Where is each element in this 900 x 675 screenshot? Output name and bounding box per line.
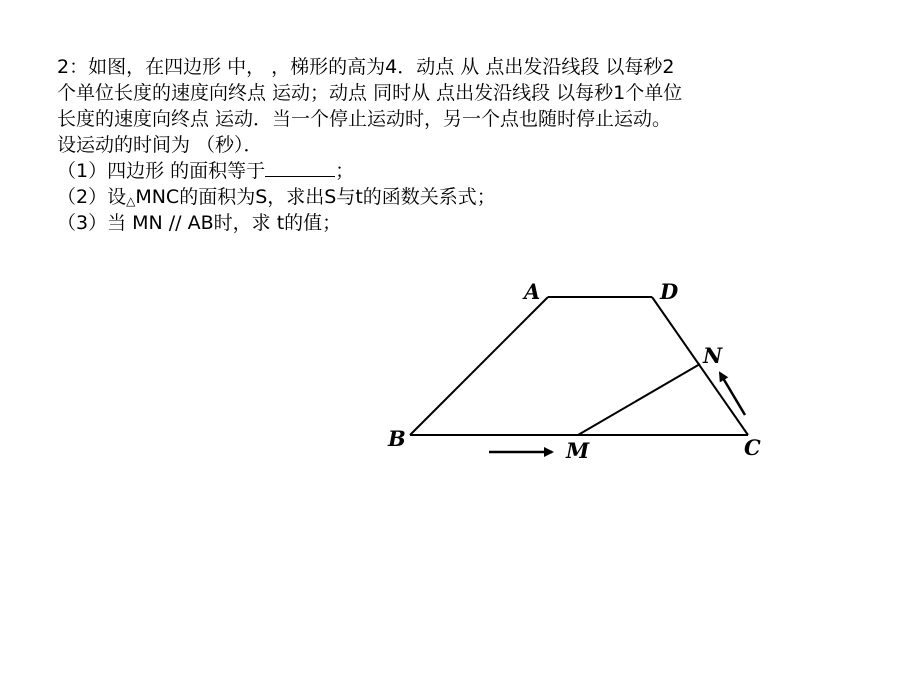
problem-line-2: 个单位长度的速度向终点 运动；动点 同时从 点出发沿线段 以每秒1个单位 bbox=[57, 82, 683, 104]
question-1-prefix: （1）四边形 的面积等于 bbox=[57, 160, 266, 182]
question-1-suffix: ； bbox=[335, 160, 355, 182]
problem-line-3: 长度的速度向终点 运动．当一个停止运动时，另一个点也随时停止运动。 bbox=[57, 108, 672, 130]
label-n: N bbox=[703, 343, 723, 368]
edge-ab bbox=[410, 297, 548, 435]
problem-line-4: 设运动的时间为 （秒）． bbox=[57, 134, 263, 156]
label-d: D bbox=[660, 279, 679, 304]
label-c: C bbox=[744, 435, 761, 460]
question-3: （3）当 MN // AB时，求 t的值； bbox=[57, 212, 342, 234]
problem-line-1: 2：如图，在四边形 中， ，梯形的高为4．动点 从 点出发沿线段 以每秒2 bbox=[57, 56, 675, 78]
label-b: B bbox=[388, 426, 406, 451]
question-2-prefix: （2）设 bbox=[57, 186, 127, 208]
edge-dc bbox=[652, 297, 748, 435]
label-a: A bbox=[524, 279, 541, 304]
segment-mn bbox=[578, 364, 700, 435]
triangle-symbol: △ bbox=[126, 194, 136, 208]
question-2-suffix: MNC的面积为S，求出S与t的函数关系式； bbox=[135, 186, 496, 208]
label-m: M bbox=[566, 438, 590, 463]
arrow-n-direction bbox=[720, 373, 745, 415]
